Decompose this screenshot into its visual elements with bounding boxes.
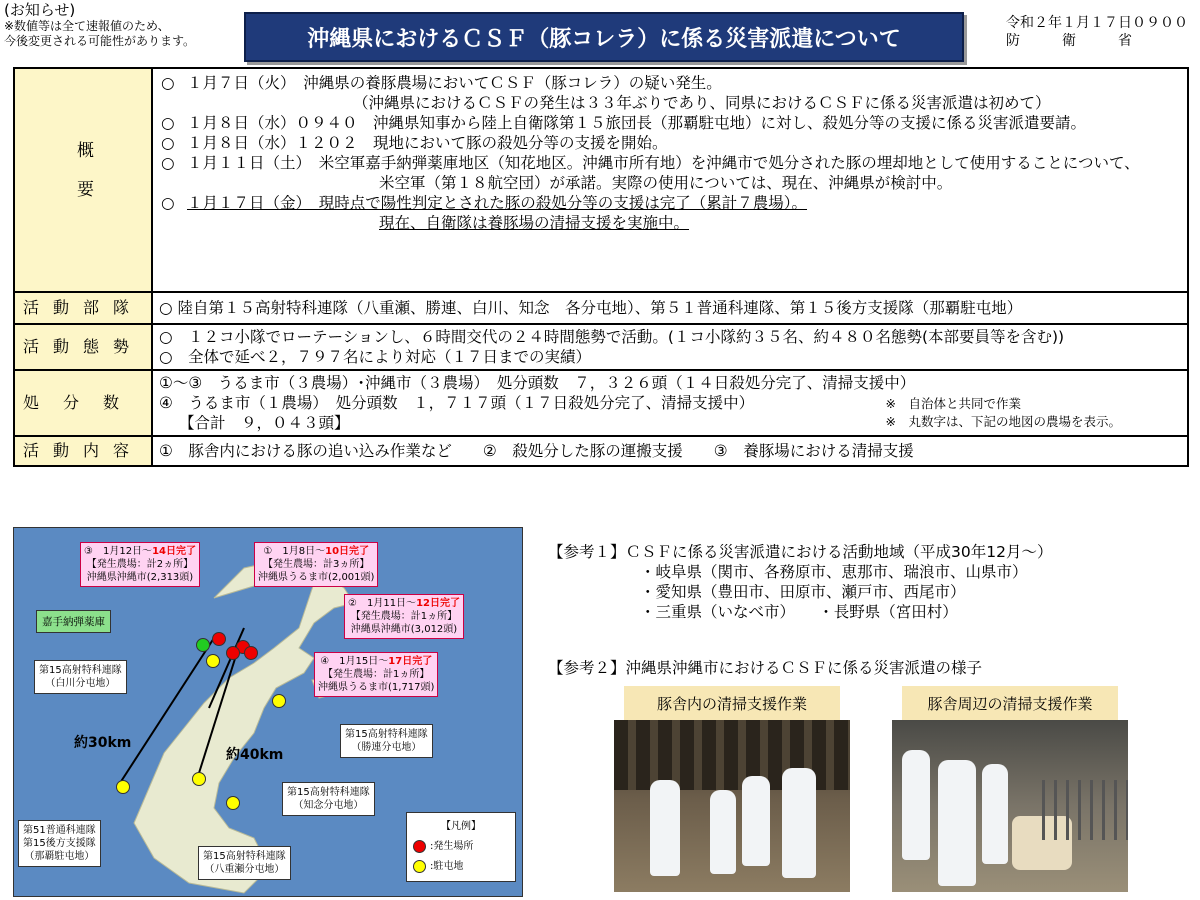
list-item: ○ １月１１日（土） 米空軍嘉手納弾薬庫地区（知花地区。沖縄市所有地）を沖縄市で処分された豚の埋却地として使用することについて、 (161, 154, 1140, 172)
disposal-line: ④ うるま市（１農場） 処分頭数 １，７１７頭（１７日殺処分完了、清掃支援中） (159, 394, 755, 412)
disposal-total: 【合計 ９，０４３頭】 (179, 414, 350, 432)
activity-content: ① 豚舎内における豚の追い込み作業など ② 殺処分した豚の運搬支援 ③ 養豚場における清掃支援 (152, 436, 1188, 466)
reference-item: ・三重県（いなべ市） ・長野県（宮田村） (640, 603, 958, 621)
farm-label-2: ② 1月11日～12日完了 【発生農場：計1ヵ所】 沖縄県沖縄市(3,012頭) (344, 594, 464, 639)
farm-label-1: ① 1月8日～10日完了 【発生農場：計3ヵ所】 沖縄県うるま市(2,001頭) (254, 542, 378, 587)
yaese-label: 第15高射特科連隊 （八重瀬分屯地） (198, 846, 291, 880)
photo-image (892, 720, 1128, 892)
base-marker (272, 694, 286, 708)
note: ※ 自治体と共同で作業 (885, 396, 1021, 411)
disposal-line: ①～③ うるま市（３農場）･沖縄市（３農場） 処分頭数 ７，３２６頭（１４日殺処分完了、清掃支援中） (159, 374, 916, 392)
reference-1 (548, 542, 1052, 622)
distance-40km: 約40km (226, 747, 284, 763)
notice-line: ※数値等は全て速報値のため、 (4, 19, 170, 33)
disposal-notes (885, 396, 1121, 431)
naha-label: 第51普通科連隊 第15後方支援隊 （那覇駐屯地） (18, 820, 101, 867)
shirakawa-label: 第15高射特科連隊 （白川分屯地） (34, 660, 127, 694)
photo-caption: 豚舎内の清掃支援作業 (624, 686, 840, 720)
farm-marker (226, 646, 240, 660)
issuer: 防衛省 (1006, 33, 1174, 49)
list-item: 現在、自衛隊は養豚場の清掃支援を実施中。 (379, 214, 690, 232)
row-posture (14, 324, 1188, 370)
farm-marker (212, 632, 226, 646)
base-marker (192, 772, 206, 786)
base-marker (226, 796, 240, 810)
farm-label-4: ④ 1月15日～17日完了 【発生農場：計1ヵ所】 沖縄県うるま市(1,717頭) (314, 652, 438, 697)
okinawa-map (13, 527, 523, 897)
note: ※ 丸数字は、下記の地図の農場を表示。 (885, 414, 1121, 429)
reference-item: ・愛知県（豊田市、田原市、瀬戸市、西尾市） (640, 583, 966, 601)
label-activity: 活動内容 (14, 436, 152, 466)
summary-content (152, 68, 1188, 292)
list-item: ○ １月８日（水）０９４０ 沖縄県知事から陸上自衛隊第１５旅団長（那覇駐屯地）に対し、殺処分等の支援に係る災害派遣要請。 (161, 114, 1087, 132)
photo-caption: 豚舎周辺の清掃支援作業 (902, 686, 1118, 720)
farm-marker (244, 646, 258, 660)
legend-title: 【凡例】 (441, 821, 481, 832)
farm-label-3: ③ 1月12日～14日完了 【発生農場：計2ヵ所】 沖縄県沖縄市(2,313頭) (80, 542, 200, 587)
label-units: 活動部隊 (14, 292, 152, 324)
map-legend (406, 812, 516, 882)
row-activity (14, 436, 1188, 466)
issue-date: 令和２年１月１７日０９００ (1006, 15, 1188, 31)
notice-title: (お知らせ) (4, 1, 76, 19)
kadena-marker (196, 638, 210, 652)
list-item: 米空軍（第１８航空団）が承諾。実際の使用については、現在、沖縄県が検討中。 (379, 174, 953, 192)
reference-1-title: 【参考１】ＣＳＦに係る災害派遣における活動地域（平成30年12月～） (548, 543, 1053, 561)
reference-item: ・岐阜県（関市、各務原市、恵那市、瑞浪市、山県市） (640, 563, 1028, 581)
base-marker (206, 654, 220, 668)
legend-item: :駐屯地 (413, 857, 509, 877)
photo-image (614, 720, 850, 892)
row-units (14, 292, 1188, 324)
row-disposal (14, 370, 1188, 436)
reference-2-title: 【参考２】沖縄県沖縄市におけるＣＳＦに係る災害派遣の様子 (548, 659, 983, 677)
list-item: ○ １月１７日（金） 現時点で陽性判定とされた豚の殺処分等の支援は完了（累計７農場）。 (161, 194, 808, 212)
photo-inside-barn (614, 686, 850, 892)
label-summary: 概要 (14, 68, 152, 292)
date-block (1006, 14, 1188, 50)
legend-item: :発生場所 (413, 837, 509, 857)
row-summary (14, 68, 1188, 292)
kadena-label: 嘉手納弾薬庫 (36, 610, 111, 633)
list-item: （沖縄県におけるＣＳＦの発生は３３年ぶりであり、同県におけるＣＳＦに係る災害派遣は初めて） (353, 94, 1051, 112)
base-marker (116, 780, 130, 794)
list-item: ○ １月８日（水）１２０２ 現地において豚の殺処分等の支援を開始。 (161, 134, 668, 152)
photo-around-barn (892, 686, 1128, 892)
posture-content (152, 324, 1188, 370)
notice-block (4, 2, 195, 49)
summary-table (13, 67, 1189, 467)
katsuren-label: 第15高射特科連隊 （勝連分屯地） (340, 724, 433, 758)
posture-line: ○ １２コ小隊でローテーションし、６時間交代の２４時間態勢で活動。(１コ小隊約３５名、約４８０名態勢(本部要員等を含む)) (159, 328, 1065, 346)
disposal-content (152, 370, 1188, 436)
page-title: 沖縄県におけるＣＳＦ（豚コレラ）に係る災害派遣について (244, 12, 964, 62)
units-content: ○ 陸自第１５高射特科連隊（八重瀬、勝連、白川、知念 各分屯地）、第５１普通科連隊、第１５後方支援隊（那覇駐屯地） (152, 292, 1188, 324)
label-disposal: 処分数 (14, 370, 152, 436)
list-item: ○ １月７日（火） 沖縄県の養豚農場においてＣＳＦ（豚コレラ）の疑い発生。 (161, 74, 722, 92)
posture-line: ○ 全体で延べ２，７９７名により対応（１７日までの実績） (159, 348, 592, 366)
notice-line: 今後変更される可能性があります。 (4, 34, 196, 48)
label-posture: 活動態勢 (14, 324, 152, 370)
chinen-label: 第15高射特科連隊 （知念分屯地） (282, 782, 375, 816)
distance-30km: 約30km (74, 735, 132, 751)
